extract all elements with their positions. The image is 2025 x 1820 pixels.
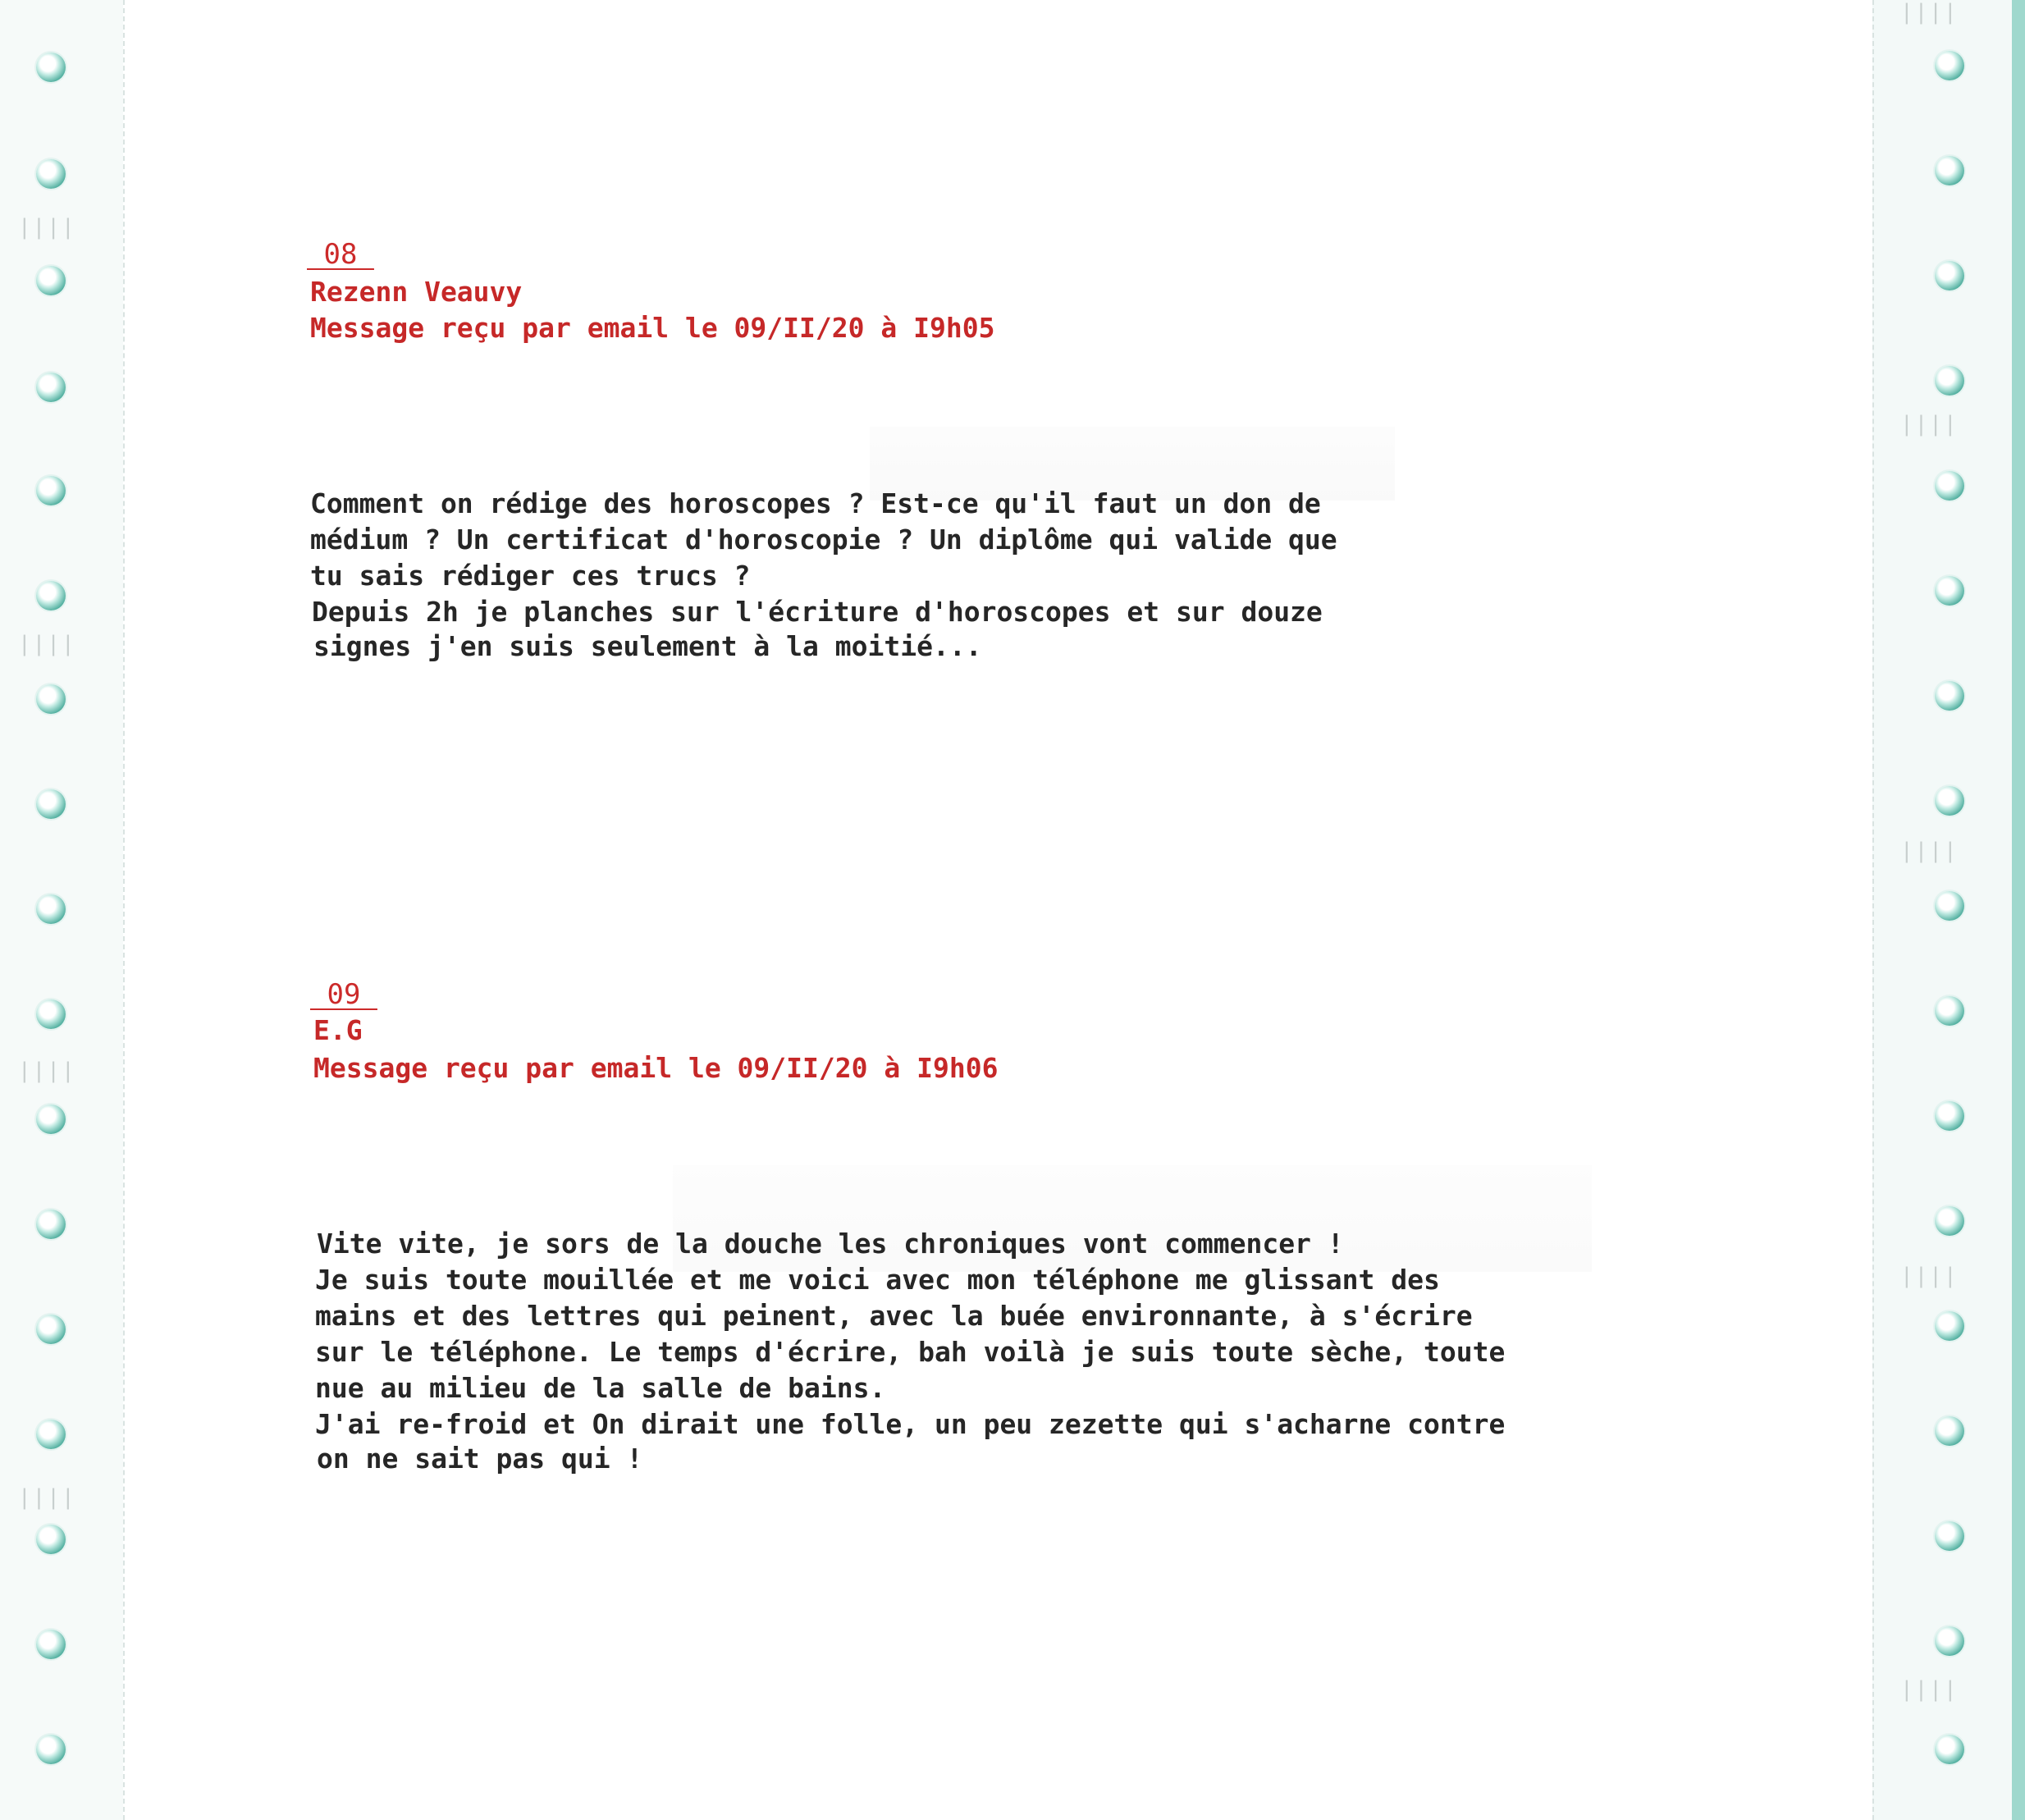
left-tractor-margin [0,0,123,1820]
entry-number: _08_ [307,238,374,271]
feed-hole-icon [1935,471,1964,501]
feed-hole-icon [36,1104,66,1134]
right-perforation-line [1872,0,1874,1820]
right-tractor-margin [1872,0,2025,1820]
perforation-tick-marks: |||| [18,1059,76,1083]
feed-hole-icon [36,999,66,1029]
body-line: mains et des lettres qui peinent, avec la buée environnante, à s'écrire [315,1300,1473,1332]
entry-author: E.G [313,1014,363,1046]
body-line: tu sais rédiger ces trucs ? [310,560,751,592]
feed-hole-icon [36,789,66,819]
body-line: on ne sait pas qui ! [317,1443,643,1475]
feed-hole-icon [1935,786,1964,816]
feed-hole-icon [1935,261,1964,290]
feed-hole-icon [36,1525,66,1554]
entry-received-line: Message reçu par email le 09/II/20 à I9h05 [310,312,995,344]
body-line: signes j'en suis seulement à la moitié... [313,630,982,662]
feed-hole-icon [1935,1101,1964,1131]
perforation-tick-marks: |||| [18,1485,76,1510]
entry-received-line: Message reçu par email le 09/II/20 à I9h06 [313,1052,999,1084]
feed-hole-icon [36,1735,66,1764]
feed-hole-icon [1935,1416,1964,1446]
feed-hole-icon [1935,156,1964,185]
perforation-tick-marks: |||| [1900,1264,1959,1288]
perforation-tick-marks: |||| [1900,412,1959,437]
feed-hole-icon [1935,891,1964,921]
perforation-tick-marks: |||| [1900,0,1959,25]
left-perforation-line [123,0,125,1820]
feed-hole-icon [1935,1311,1964,1341]
feed-hole-icon [1935,1206,1964,1236]
feed-hole-icon [1935,366,1964,396]
feed-hole-icon [36,53,66,82]
feed-hole-icon [36,373,66,402]
feed-hole-icon [36,1420,66,1449]
perforation-tick-marks: |||| [18,215,76,240]
feed-hole-icon [1935,681,1964,711]
body-line: Depuis 2h je planches sur l'écriture d'horoscopes et sur douze [312,596,1323,628]
body-line: Comment on rédige des horoscopes ? Est-ce qu'il faut un don de [310,487,1321,519]
feed-hole-icon [36,266,66,295]
teal-paper-edge [2012,0,2025,1820]
feed-hole-icon [1935,1735,1964,1764]
body-line: médium ? Un certificat d'horoscopie ? Un diplôme qui valide que [310,524,1337,556]
body-line: Vite vite, je sors de la douche les chroniques vont commencer ! [317,1228,1344,1260]
body-line: sur le téléphone. Le temps d'écrire, bah voilà je suis toute sèche, toute [315,1336,1506,1368]
feed-hole-icon [1935,1626,1964,1656]
feed-hole-icon [36,894,66,924]
feed-hole-icon [1935,51,1964,80]
feed-hole-icon [36,1315,66,1344]
body-line: J'ai re-froid et On dirait une folle, un peu zezette qui s'acharne contre [315,1408,1506,1440]
feed-hole-icon [36,159,66,189]
perforation-tick-marks: |||| [18,632,76,656]
feed-hole-icon [1935,1521,1964,1551]
entry-number: _09_ [310,978,377,1011]
entry-author: Rezenn Veauvy [310,276,523,308]
feed-hole-icon [36,1630,66,1659]
feed-hole-icon [1935,576,1964,606]
feed-hole-icon [36,1210,66,1239]
feed-hole-icon [1935,996,1964,1026]
perforation-tick-marks: |||| [1900,1677,1959,1702]
feed-hole-icon [36,684,66,714]
body-line: nue au milieu de la salle de bains. [315,1372,886,1404]
feed-hole-icon [36,581,66,610]
perforation-tick-marks: |||| [1900,839,1959,863]
body-line: Je suis toute mouillée et me voici avec mon téléphone me glissant des [315,1264,1440,1296]
feed-hole-icon [36,476,66,505]
